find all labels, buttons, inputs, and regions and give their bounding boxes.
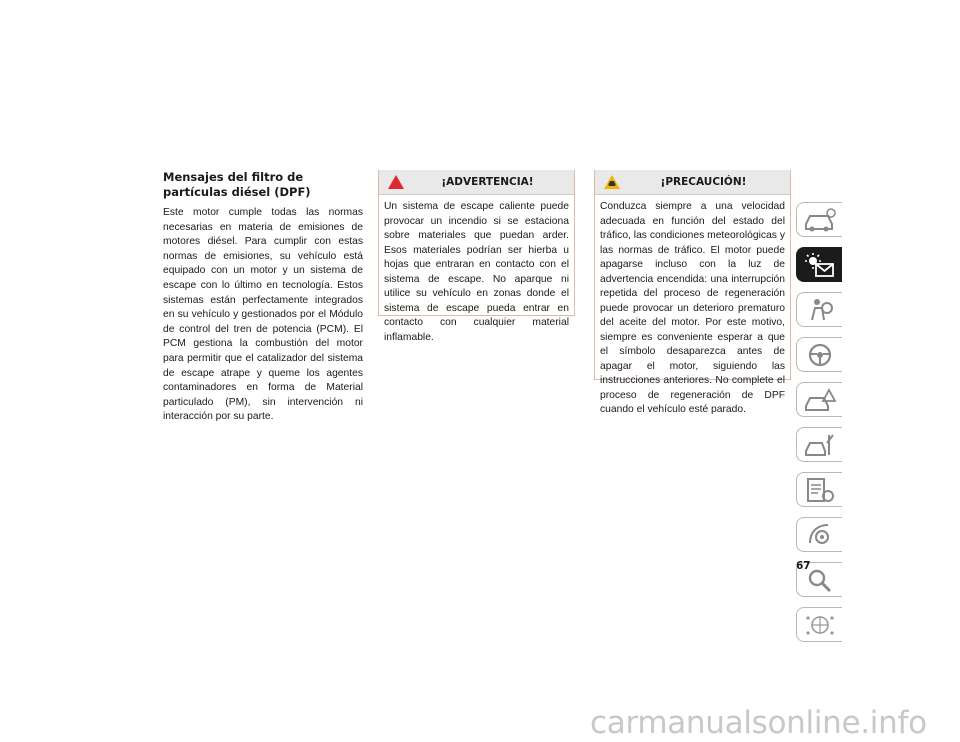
chapter-tabs — [796, 202, 842, 652]
caution-header — [595, 170, 790, 195]
warning-title: ¡ADVERTENCIA! — [441, 176, 534, 188]
tab-dashboard-lights[interactable] — [796, 247, 842, 282]
safety-airbag-icon — [802, 296, 838, 324]
tab-emergency[interactable] — [796, 382, 842, 417]
dashboard-lights-icon — [802, 251, 838, 279]
specifications-icon — [802, 476, 838, 504]
page-number: 67 — [796, 560, 811, 572]
caution-box — [594, 170, 791, 415]
warning-text: Un sistema de escape caliente puede provocar un incendio si se estaciona sobre materiales que puedan arder. Esos materiales podrían ser hierba u hojas que entraran en contacto con el sistema de escape. No aparque ni utilice su vehículo en zonas donde el sistema de escape pueda entrar en contacto con cualquier material inflamable. — [384, 201, 569, 343]
steering-wheel-icon — [802, 341, 838, 369]
tab-index-languages[interactable] — [796, 607, 842, 642]
tab-specifications[interactable] — [796, 472, 842, 507]
section-title: Mensajes del filtro de partículas diésel (DPF) — [163, 170, 311, 199]
caution-text: Conduzca siempre a una velocidad adecuada en función del estado del tráfico, las condiciones meteorológicas y las normas de tráfico. El motor puede apagarse incluso con la luz de advertencia encendida: una interrupción repetida del proceso de regeneración puede provocar un deterioro prematuro del aceite del motor. Por este motivo, siempre es conveniente esperar a que el símbolo desaparezca antes de apagar el motor, siguiendo las instrucciones anteriores. No complete el proceso de regeneración de DPF cuando el vehículo esté parado. — [600, 201, 785, 415]
caution-title: ¡PRECAUCIÓN! — [660, 176, 747, 188]
multimedia-icon — [802, 521, 838, 549]
tab-service[interactable] — [796, 427, 842, 462]
warning-box — [378, 170, 575, 343]
emergency-car-icon — [802, 386, 838, 414]
tab-safety[interactable] — [796, 292, 842, 327]
tab-multimedia[interactable] — [796, 517, 842, 552]
section-body: Este motor cumple todas las normas necesarias en materia de emisiones de motores diésel. Para cumplir con estas normas de emisiones, su vehículo está equipado con un motor y un sistema de escape con lo último en tecnología. Estos sistemas están perfectamente integrados en su vehículo y gestionados por el Módulo de control del tren de potencia (PCM). El PCM gestiona la combustión del motor para permitir que el catalizador del sistema de escape atrape y queme los agentes contaminadores en forma de Material particulado (PM), sin intervención ni interacción por su parte. — [163, 207, 363, 423]
index-languages-icon — [802, 611, 838, 639]
car-info-icon — [802, 206, 838, 234]
tab-car-info[interactable] — [796, 202, 842, 237]
watermark: carmanualsonline.info — [590, 705, 927, 741]
service-tools-icon — [802, 431, 838, 459]
tab-driving[interactable] — [796, 337, 842, 372]
warning-header — [379, 170, 574, 195]
